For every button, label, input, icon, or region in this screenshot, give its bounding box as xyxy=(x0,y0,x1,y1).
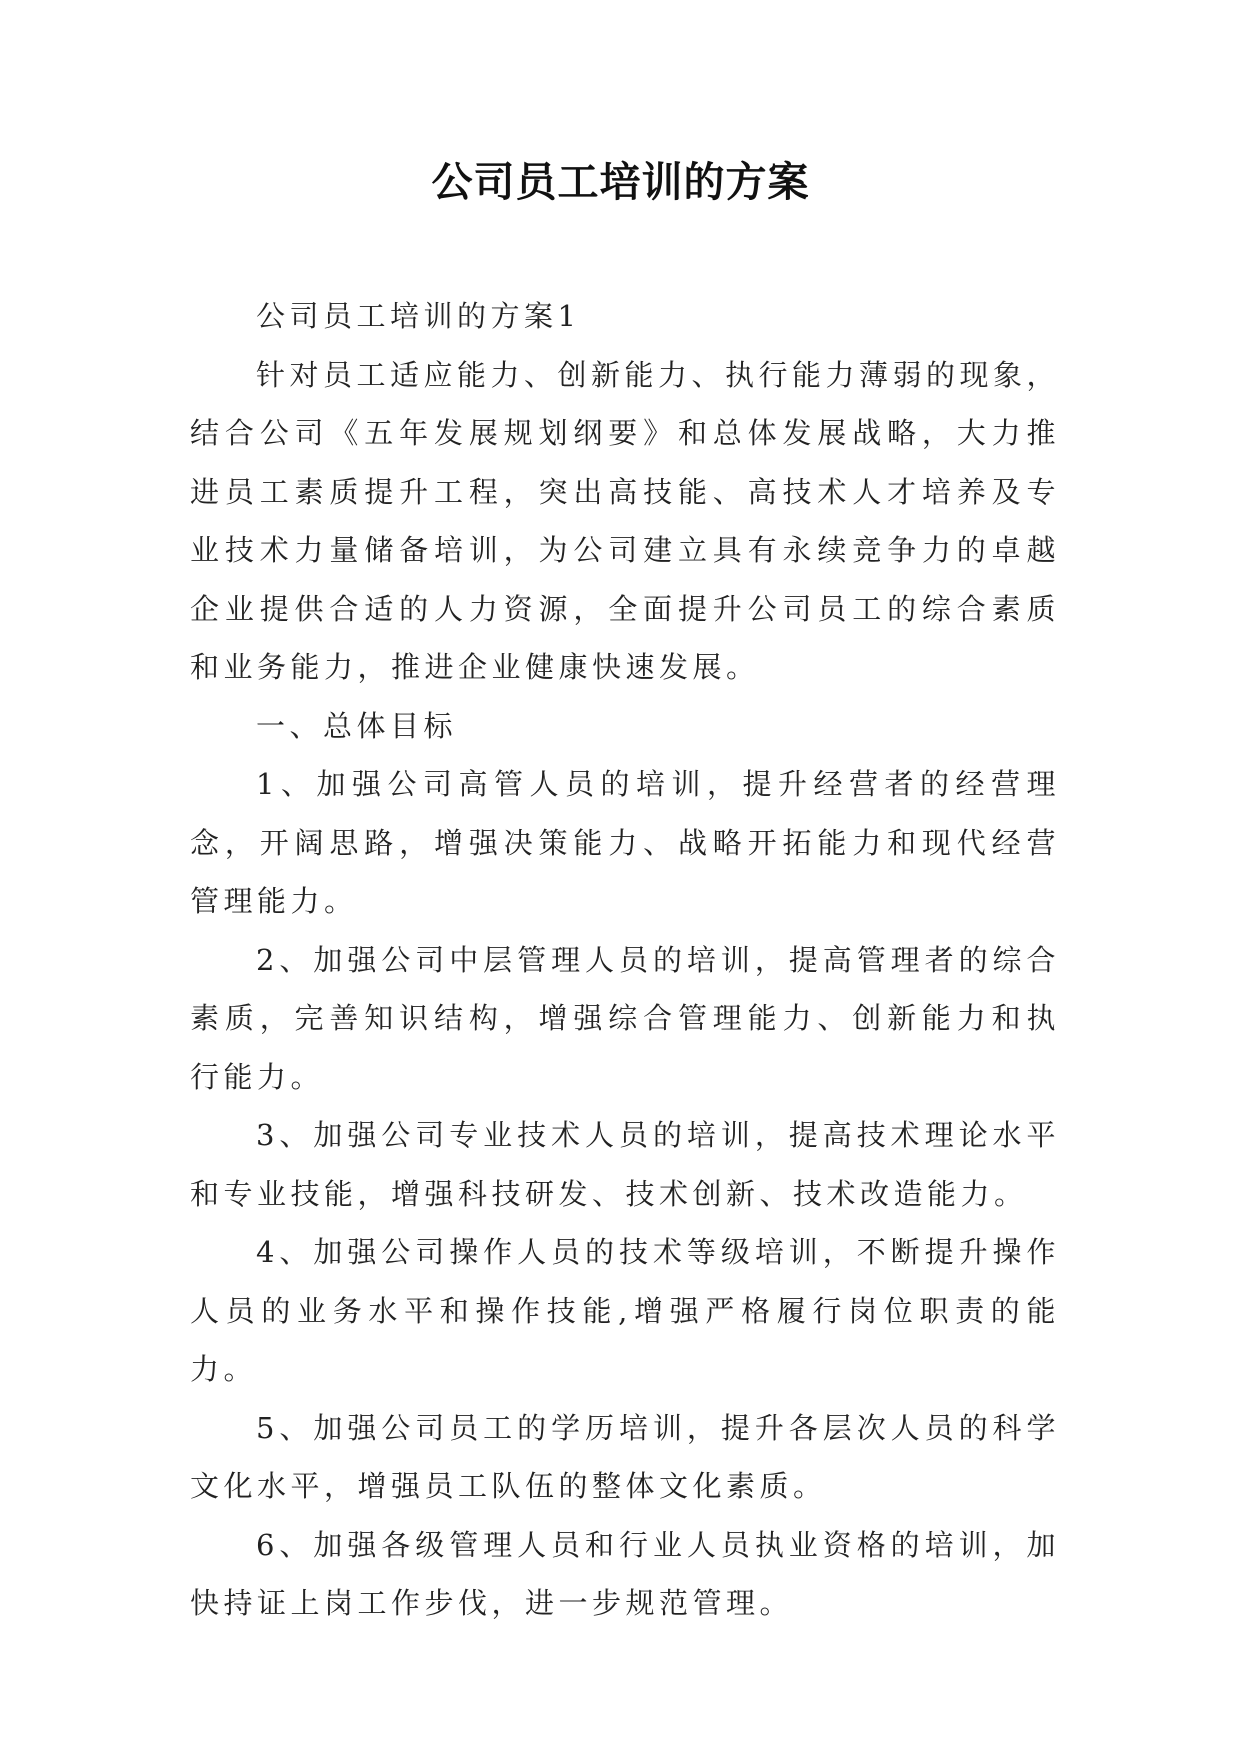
subsection-heading: 一、总体目标 xyxy=(256,708,458,743)
paragraph: 针对员工适应能力、创新能力、执行能力薄弱的现象，结合公司《五年发展规划纲要》和总体发展战略，大力推进员工素质提升工程，突出高技能、高技术人才培养及专业技术力量储备培训，为公司建立具有永续竞争力的卓越企业提供合适的人力资源，全面提升公司员工的综合素质和业务能力，推进企业健康快速发展。 xyxy=(190,357,1061,684)
list-item: 4、加强公司操作人员的技术等级培训，不断提升操作人员的业务水平和操作技能,增强严格履行岗位职责的能力。 xyxy=(190,1235,1060,1386)
list-item: 6、加强各级管理人员和行业人员执业资格的培训，加快持证上岗工作步伐，进一步规范管理。 xyxy=(190,1527,1060,1620)
list-item: 3、加强公司专业技术人员的培训，提高技术理论水平和专业技能，增强科技研发、技术创新、技术改造能力。 xyxy=(190,1118,1060,1211)
list-item: 2、加强公司中层管理人员的培训，提高管理者的综合素质，完善知识结构，增强综合管理能力、创新能力和执行能力。 xyxy=(190,942,1060,1094)
section-heading: 公司员工培训的方案1 xyxy=(256,299,581,333)
list-item: 1、加强公司高管人员的培训，提升经营者的经营理念，开阔思路，增强决策能力、战略开拓能力和现代经营管理能力。 xyxy=(190,767,1060,918)
list-item: 5、加强公司员工的学历培训，提升各层次人员的科学文化水平，增强员工队伍的整体文化素质。 xyxy=(190,1410,1060,1503)
document-body xyxy=(190,287,1060,1633)
document-title: 公司员工培训的方案 xyxy=(431,158,810,206)
